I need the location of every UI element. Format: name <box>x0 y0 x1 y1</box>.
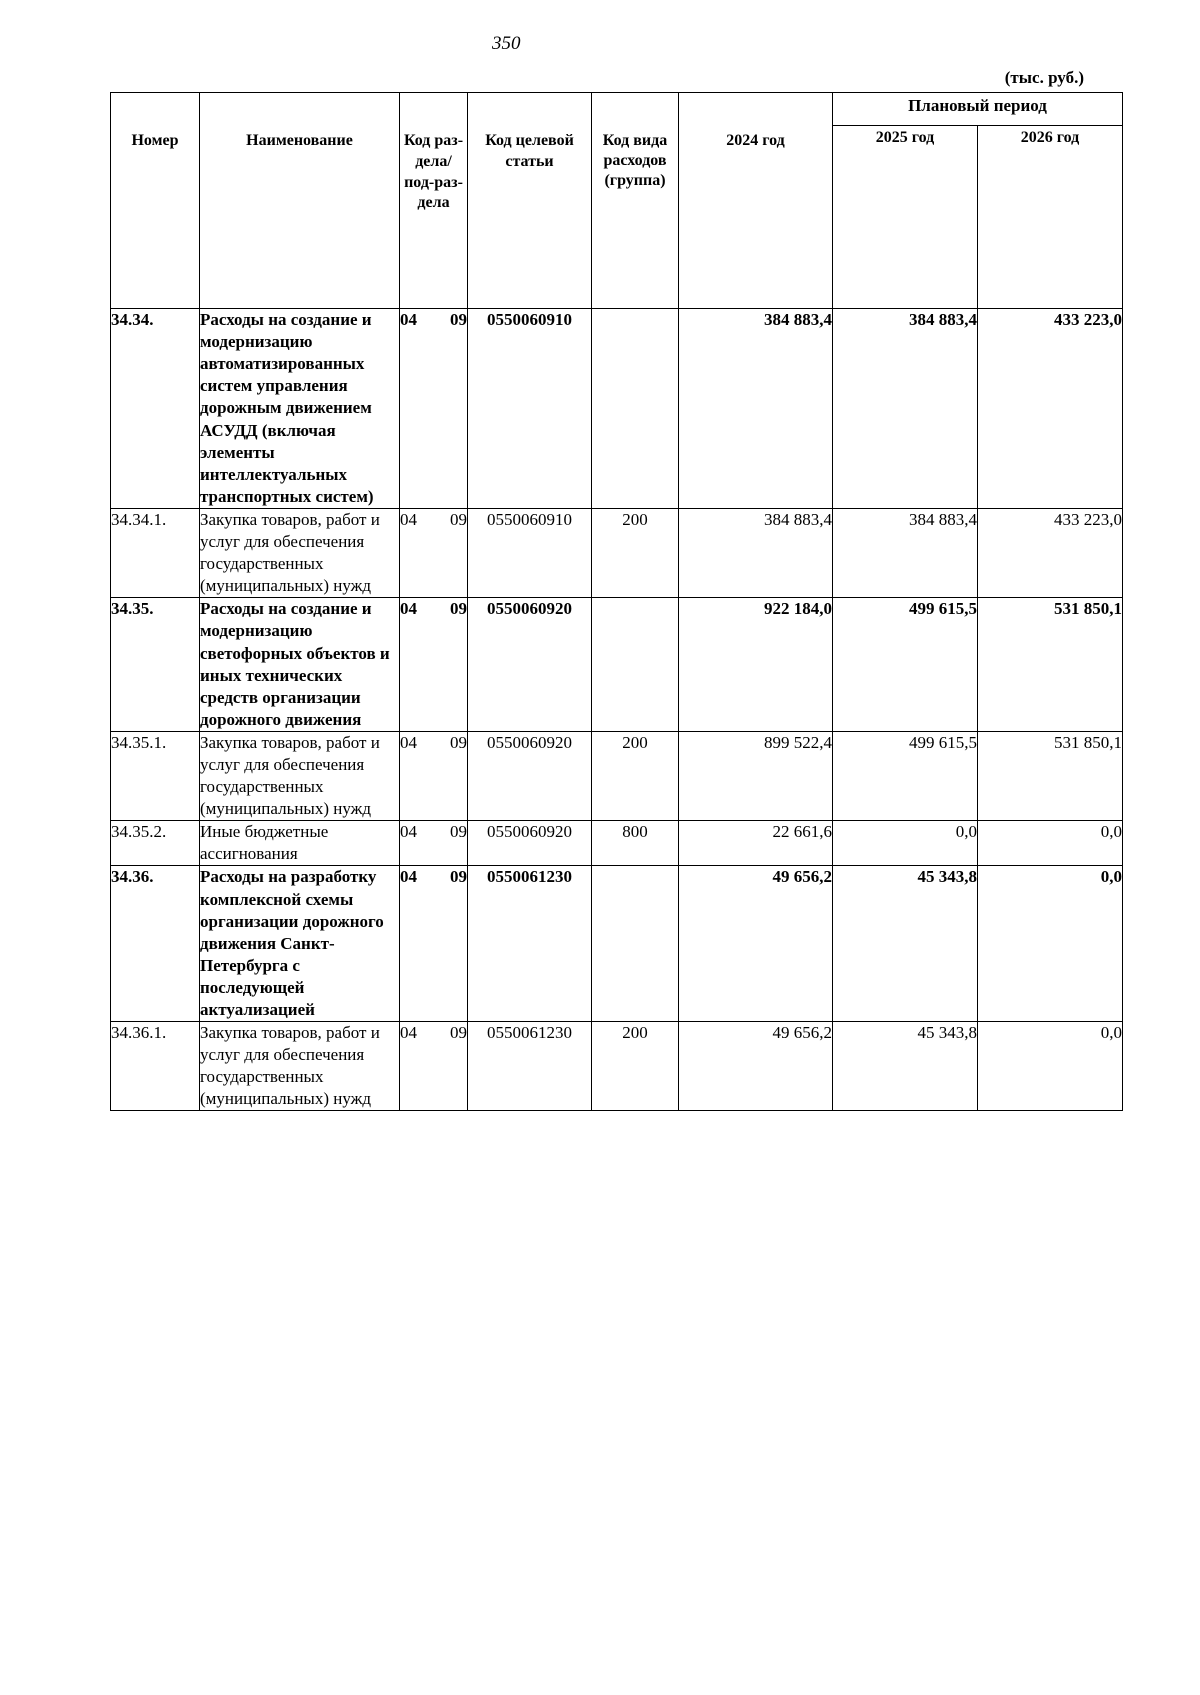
row-amount-2026: 433 223,0 <box>978 309 1123 509</box>
row-amount-2025: 45 343,8 <box>833 866 978 1022</box>
page-number: 350 <box>492 33 521 54</box>
table-body <box>111 309 1123 1111</box>
row-name: Закупка товаров, работ и услуг для обеспечения государственных (муниципальных) нужд <box>200 508 400 597</box>
row-expense-kind <box>592 309 679 509</box>
row-expense-kind <box>592 598 679 732</box>
table-row <box>111 598 1123 732</box>
row-number: 34.35.2. <box>111 821 200 866</box>
row-expense-kind: 200 <box>592 508 679 597</box>
row-target-code: 0550061230 <box>468 1022 592 1111</box>
row-amount-2026: 0,0 <box>978 821 1123 866</box>
row-subsection: 09 <box>450 509 467 529</box>
row-amount-2024: 899 522,4 <box>679 731 833 820</box>
row-target-code: 0550060920 <box>468 731 592 820</box>
header-number: Номер <box>111 93 200 309</box>
table-row <box>111 1022 1123 1111</box>
row-amount-2026: 531 850,1 <box>978 598 1123 732</box>
row-amount-2025: 384 883,4 <box>833 508 978 597</box>
row-expense-kind: 800 <box>592 821 679 866</box>
row-amount-2025: 499 615,5 <box>833 598 978 732</box>
row-target-code: 0550060910 <box>468 508 592 597</box>
header-plan-period: Плановый период <box>833 93 1123 126</box>
row-subsection: 09 <box>450 867 467 887</box>
row-section: 04 <box>400 822 417 842</box>
row-amount-2026: 0,0 <box>978 1022 1123 1111</box>
row-amount-2024: 922 184,0 <box>679 598 833 732</box>
row-number: 34.35.1. <box>111 731 200 820</box>
table-row <box>111 309 1123 509</box>
row-section: 04 <box>400 867 417 887</box>
header-section-code: Код раз-дела/ под-раз-дела <box>400 93 468 309</box>
row-number: 34.34. <box>111 309 200 509</box>
row-amount-2024: 384 883,4 <box>679 309 833 509</box>
row-amount-2024: 49 656,2 <box>679 866 833 1022</box>
row-section-code <box>400 866 468 1022</box>
row-section: 04 <box>400 1023 417 1043</box>
row-amount-2026: 433 223,0 <box>978 508 1123 597</box>
units-label: (тыс. руб.) <box>1004 68 1084 87</box>
row-expense-kind: 200 <box>592 1022 679 1111</box>
row-section-code <box>400 309 468 509</box>
row-number: 34.35. <box>111 598 200 732</box>
row-name: Расходы на разработку комплексной схемы организации дорожного движения Санкт-Петербурга с последующей актуализацией <box>200 866 400 1022</box>
header-target-code: Код целевой статьи <box>468 93 592 309</box>
row-section-code <box>400 598 468 732</box>
row-amount-2024: 384 883,4 <box>679 508 833 597</box>
row-subsection: 09 <box>450 310 467 330</box>
row-amount-2024: 49 656,2 <box>679 1022 833 1111</box>
row-number: 34.36. <box>111 866 200 1022</box>
budget-table <box>110 92 1123 1111</box>
row-amount-2025: 45 343,8 <box>833 1022 978 1111</box>
row-amount-2024: 22 661,6 <box>679 821 833 866</box>
row-number: 34.36.1. <box>111 1022 200 1111</box>
row-subsection: 09 <box>450 822 467 842</box>
header-year-2026: 2026 год <box>978 126 1123 309</box>
row-number: 34.34.1. <box>111 508 200 597</box>
row-amount-2026: 531 850,1 <box>978 731 1123 820</box>
row-subsection: 09 <box>450 732 467 752</box>
header-name: Наименование <box>200 93 400 309</box>
row-target-code: 0550060920 <box>468 598 592 732</box>
row-amount-2025: 0,0 <box>833 821 978 866</box>
row-name: Закупка товаров, работ и услуг для обеспечения государственных (муниципальных) нужд <box>200 1022 400 1111</box>
row-section-code <box>400 1022 468 1111</box>
table-row <box>111 508 1123 597</box>
row-amount-2025: 384 883,4 <box>833 309 978 509</box>
row-subsection: 09 <box>450 1023 467 1043</box>
header-expense-kind: Код вида расходов (группа) <box>592 93 679 309</box>
row-amount-2025: 499 615,5 <box>833 731 978 820</box>
table-row <box>111 731 1123 820</box>
row-name: Расходы на создание и модернизацию автоматизированных систем управления дорожным движением АСУДД (включая элементы интеллектуальных транспортных систем) <box>200 309 400 509</box>
row-subsection: 09 <box>450 599 467 619</box>
row-target-code: 0550061230 <box>468 866 592 1022</box>
row-target-code: 0550060910 <box>468 309 592 509</box>
row-section: 04 <box>400 599 417 619</box>
row-name: Закупка товаров, работ и услуг для обеспечения государственных (муниципальных) нужд <box>200 731 400 820</box>
row-amount-2026: 0,0 <box>978 866 1123 1022</box>
row-expense-kind <box>592 866 679 1022</box>
row-name: Иные бюджетные ассигнования <box>200 821 400 866</box>
row-expense-kind: 200 <box>592 731 679 820</box>
header-year-2024: 2024 год <box>679 93 833 309</box>
row-section-code <box>400 731 468 820</box>
row-section: 04 <box>400 509 417 529</box>
row-section-code <box>400 821 468 866</box>
header-year-2025: 2025 год <box>833 126 978 309</box>
row-name: Расходы на создание и модернизацию светофорных объектов и иных технических средств организации дорожного движения <box>200 598 400 732</box>
table-row <box>111 821 1123 866</box>
row-section: 04 <box>400 732 417 752</box>
table-header-row <box>111 93 1123 126</box>
row-section-code <box>400 508 468 597</box>
row-target-code: 0550060920 <box>468 821 592 866</box>
row-section: 04 <box>400 310 417 330</box>
table-row <box>111 866 1123 1022</box>
